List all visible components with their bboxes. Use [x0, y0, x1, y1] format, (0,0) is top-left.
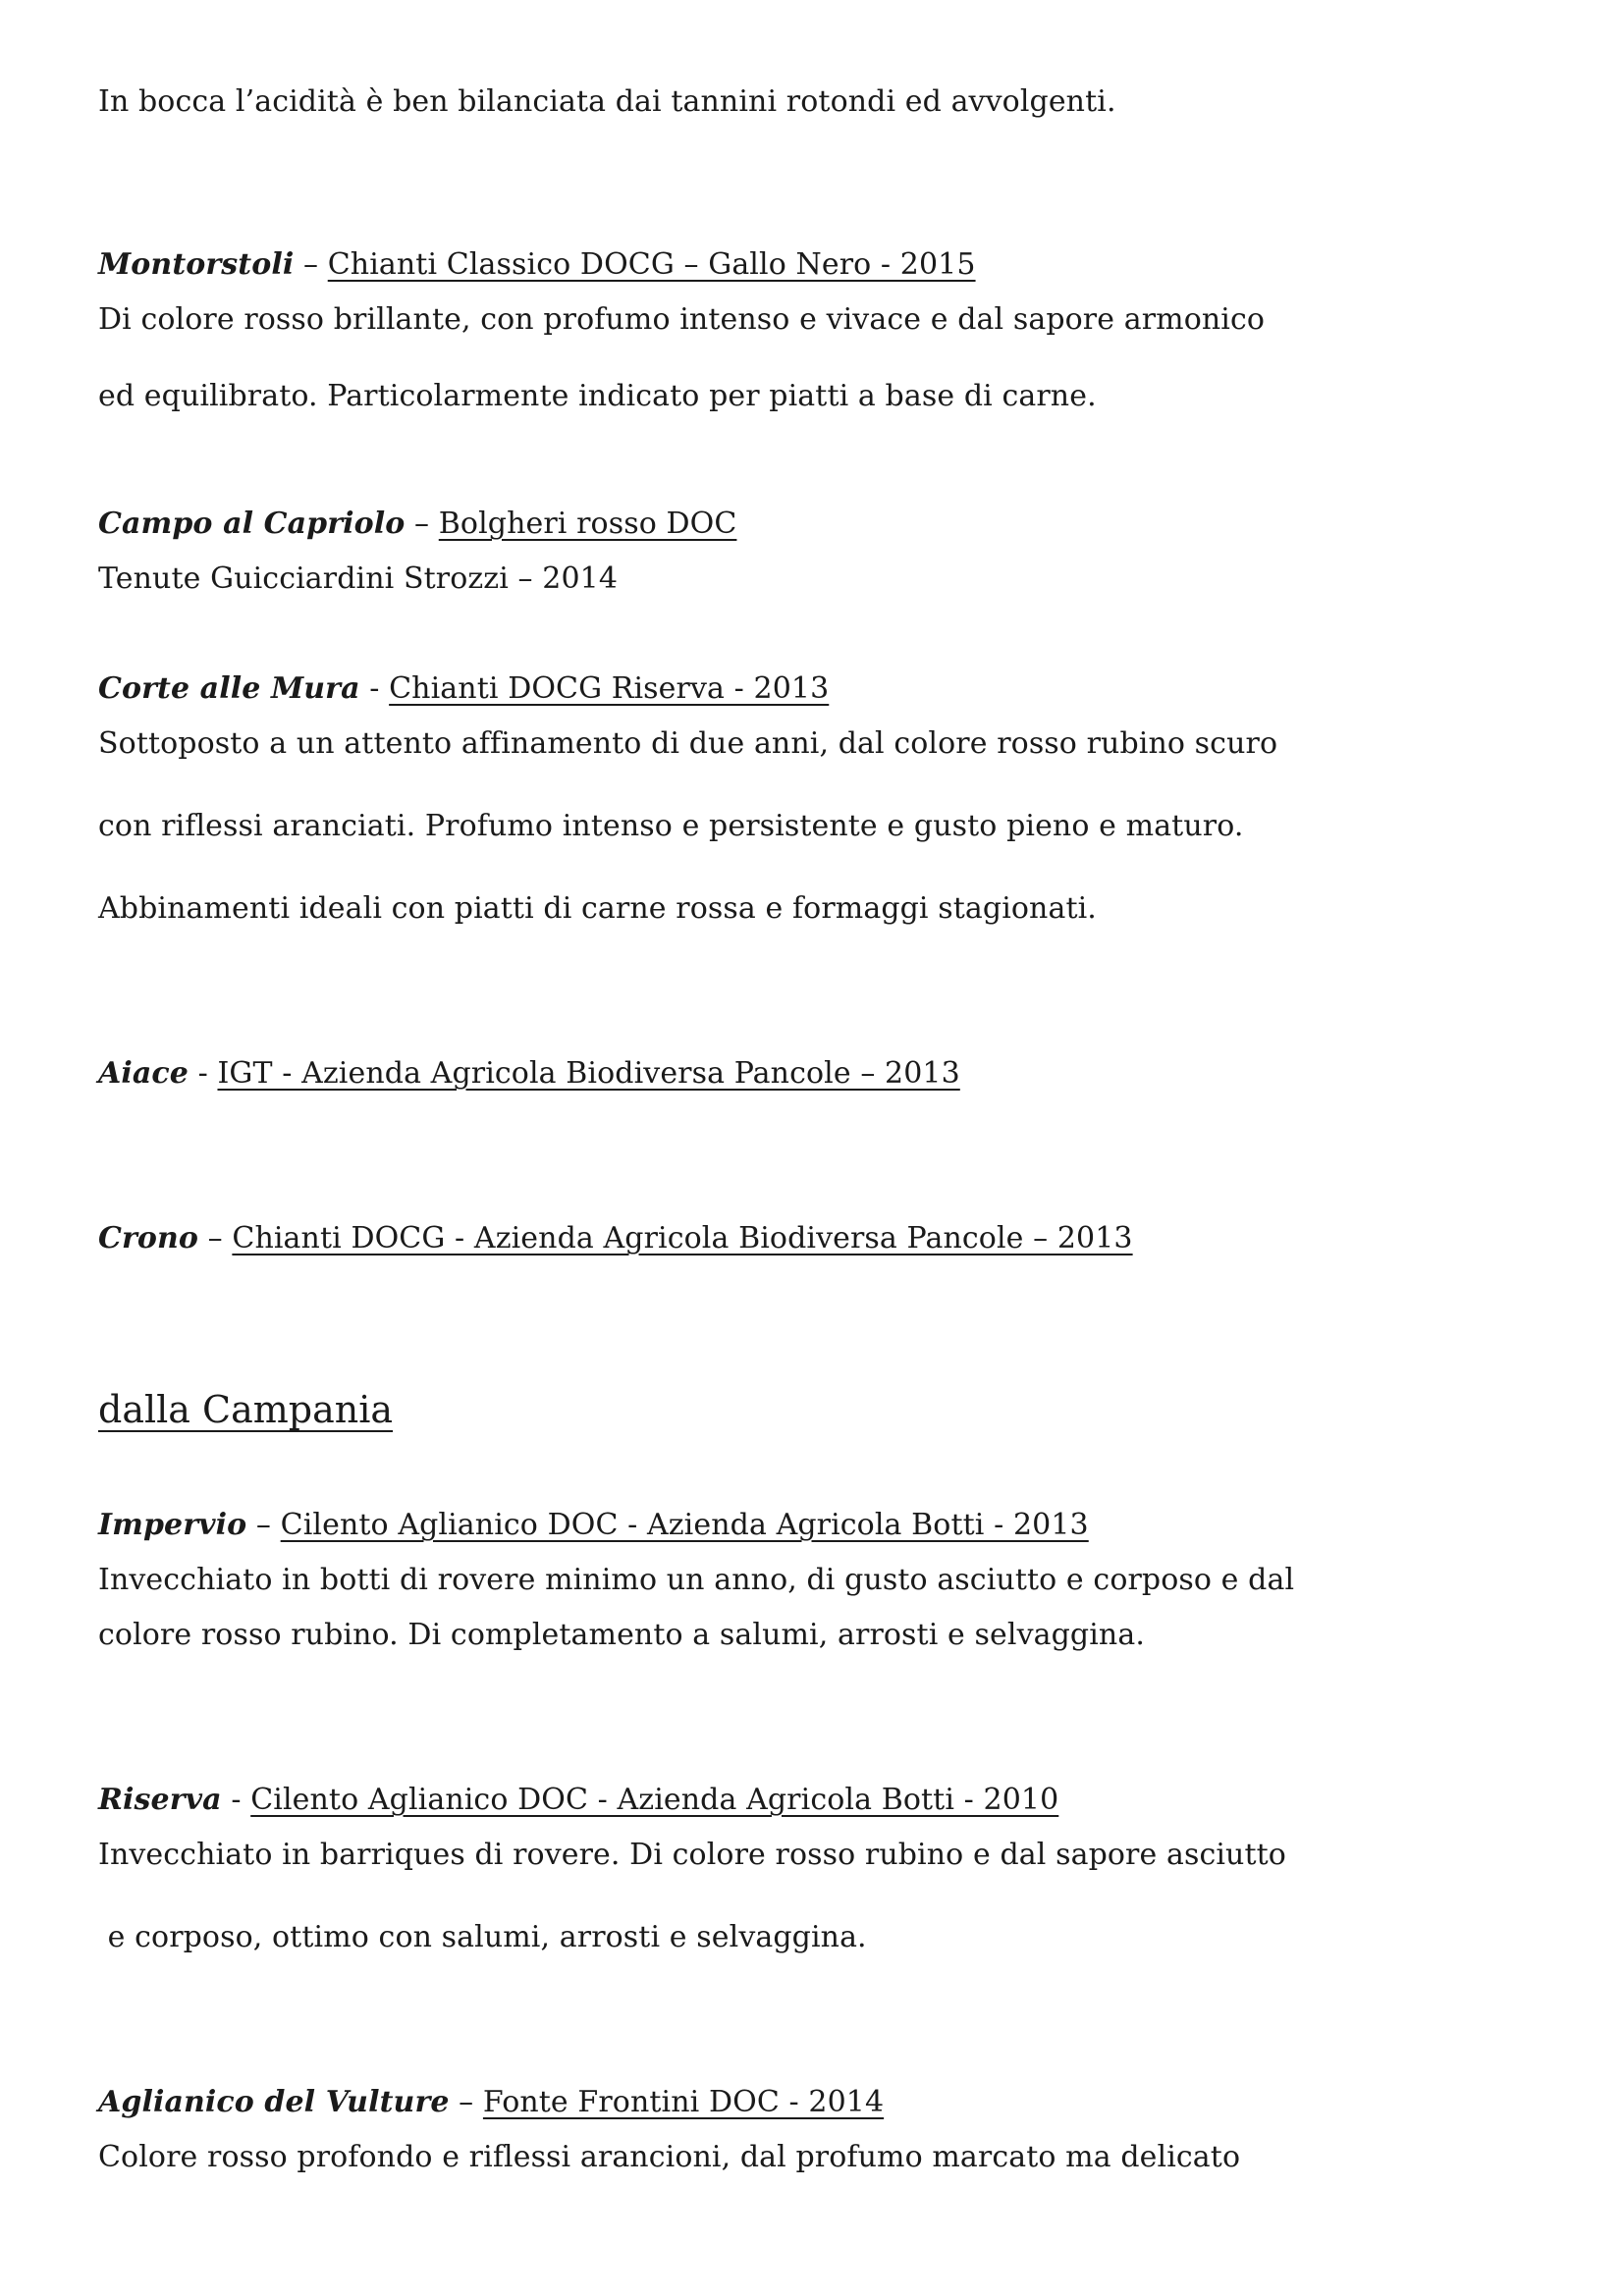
wine-heading-aiace — [98, 1054, 960, 1094]
wine-description: Abbinamenti ideali con piatti di carne rossa e formaggi stagionati. — [98, 891, 1097, 926]
section-title-campania: dalla Campania — [98, 1388, 394, 1431]
wine-description: ed equilibrato. Particolarmente indicato per piatti a base di carne. — [98, 379, 1097, 413]
separator: - — [359, 671, 390, 706]
wine-spec: IGT - Azienda Agricola Biodiversa Pancole – 2013 — [217, 1056, 960, 1091]
wine-description: colore rosso rubino. Di completamento a salumi, arrosti e selvaggina. — [98, 1618, 1145, 1652]
wine-spec: Cilento Aglianico DOC - Azienda Agricola Botti - 2010 — [250, 1783, 1059, 1817]
wine-spec: Chianti Classico DOCG – Gallo Nero - 2015 — [327, 247, 976, 282]
separator: - — [221, 1783, 251, 1817]
wine-description: Tenute Guicciardini Strozzi – 2014 — [98, 561, 619, 596]
separator: – — [405, 507, 439, 541]
wine-name: Aglianico del Vulture — [98, 2085, 450, 2119]
wine-heading-riserva — [98, 1781, 1058, 1820]
separator: – — [246, 1508, 281, 1542]
wine-name: Corte alle Mura — [98, 671, 360, 706]
wine-spec: Cilento Aglianico DOC - Azienda Agricola Botti - 2013 — [280, 1508, 1089, 1542]
separator: – — [294, 247, 328, 282]
wine-heading-montorstoli — [98, 245, 976, 285]
separator: – — [449, 2085, 483, 2119]
wine-spec: Chianti DOCG - Azienda Agricola Biodiversa Pancole – 2013 — [232, 1221, 1133, 1255]
wine-description: e corposo, ottimo con salumi, arrosti e selvaggina. — [98, 1920, 867, 1954]
wine-name: Aiace — [98, 1056, 189, 1091]
wine-name: Crono — [98, 1221, 199, 1255]
wine-name: Campo al Capriolo — [98, 507, 406, 541]
wine-spec: Fonte Frontini DOC - 2014 — [482, 2085, 885, 2119]
wine-description: Sottoposto a un attento affinamento di due anni, dal colore rosso rubino scuro — [98, 726, 1278, 761]
wine-name: Montorstoli — [98, 247, 295, 282]
wine-description: Colore rosso profondo e riflessi arancioni, dal profumo marcato ma delicato — [98, 2140, 1241, 2174]
separator: – — [198, 1221, 233, 1255]
wine-description: con riflessi aranciati. Profumo intenso e persistente e gusto pieno e maturo. — [98, 809, 1244, 843]
intro-text: In bocca l’acidità è ben bilanciata dai tannini rotondi ed avvolgenti. — [98, 84, 1116, 119]
wine-name: Impervio — [98, 1508, 247, 1542]
wine-spec: Chianti DOCG Riserva - 2013 — [389, 671, 830, 706]
wine-name: Riserva — [98, 1783, 222, 1817]
wine-description: Invecchiato in barriques di rovere. Di colore rosso rubino e dal sapore asciutto — [98, 1838, 1286, 1872]
wine-heading-corte-alle-mura — [98, 669, 829, 709]
wine-heading-crono — [98, 1219, 1133, 1258]
wine-description: Invecchiato in botti di rovere minimo un anno, di gusto asciutto e corposo e dal — [98, 1563, 1295, 1597]
wine-heading-impervio — [98, 1506, 1089, 1545]
wine-heading-aglianico-del-vulture — [98, 2083, 884, 2122]
separator: - — [188, 1056, 218, 1091]
wine-heading-campo-al-capriolo — [98, 505, 736, 544]
wine-spec: Bolgheri rosso DOC — [438, 507, 737, 541]
wine-description: Di colore rosso brillante, con profumo intenso e vivace e dal sapore armonico — [98, 302, 1266, 337]
